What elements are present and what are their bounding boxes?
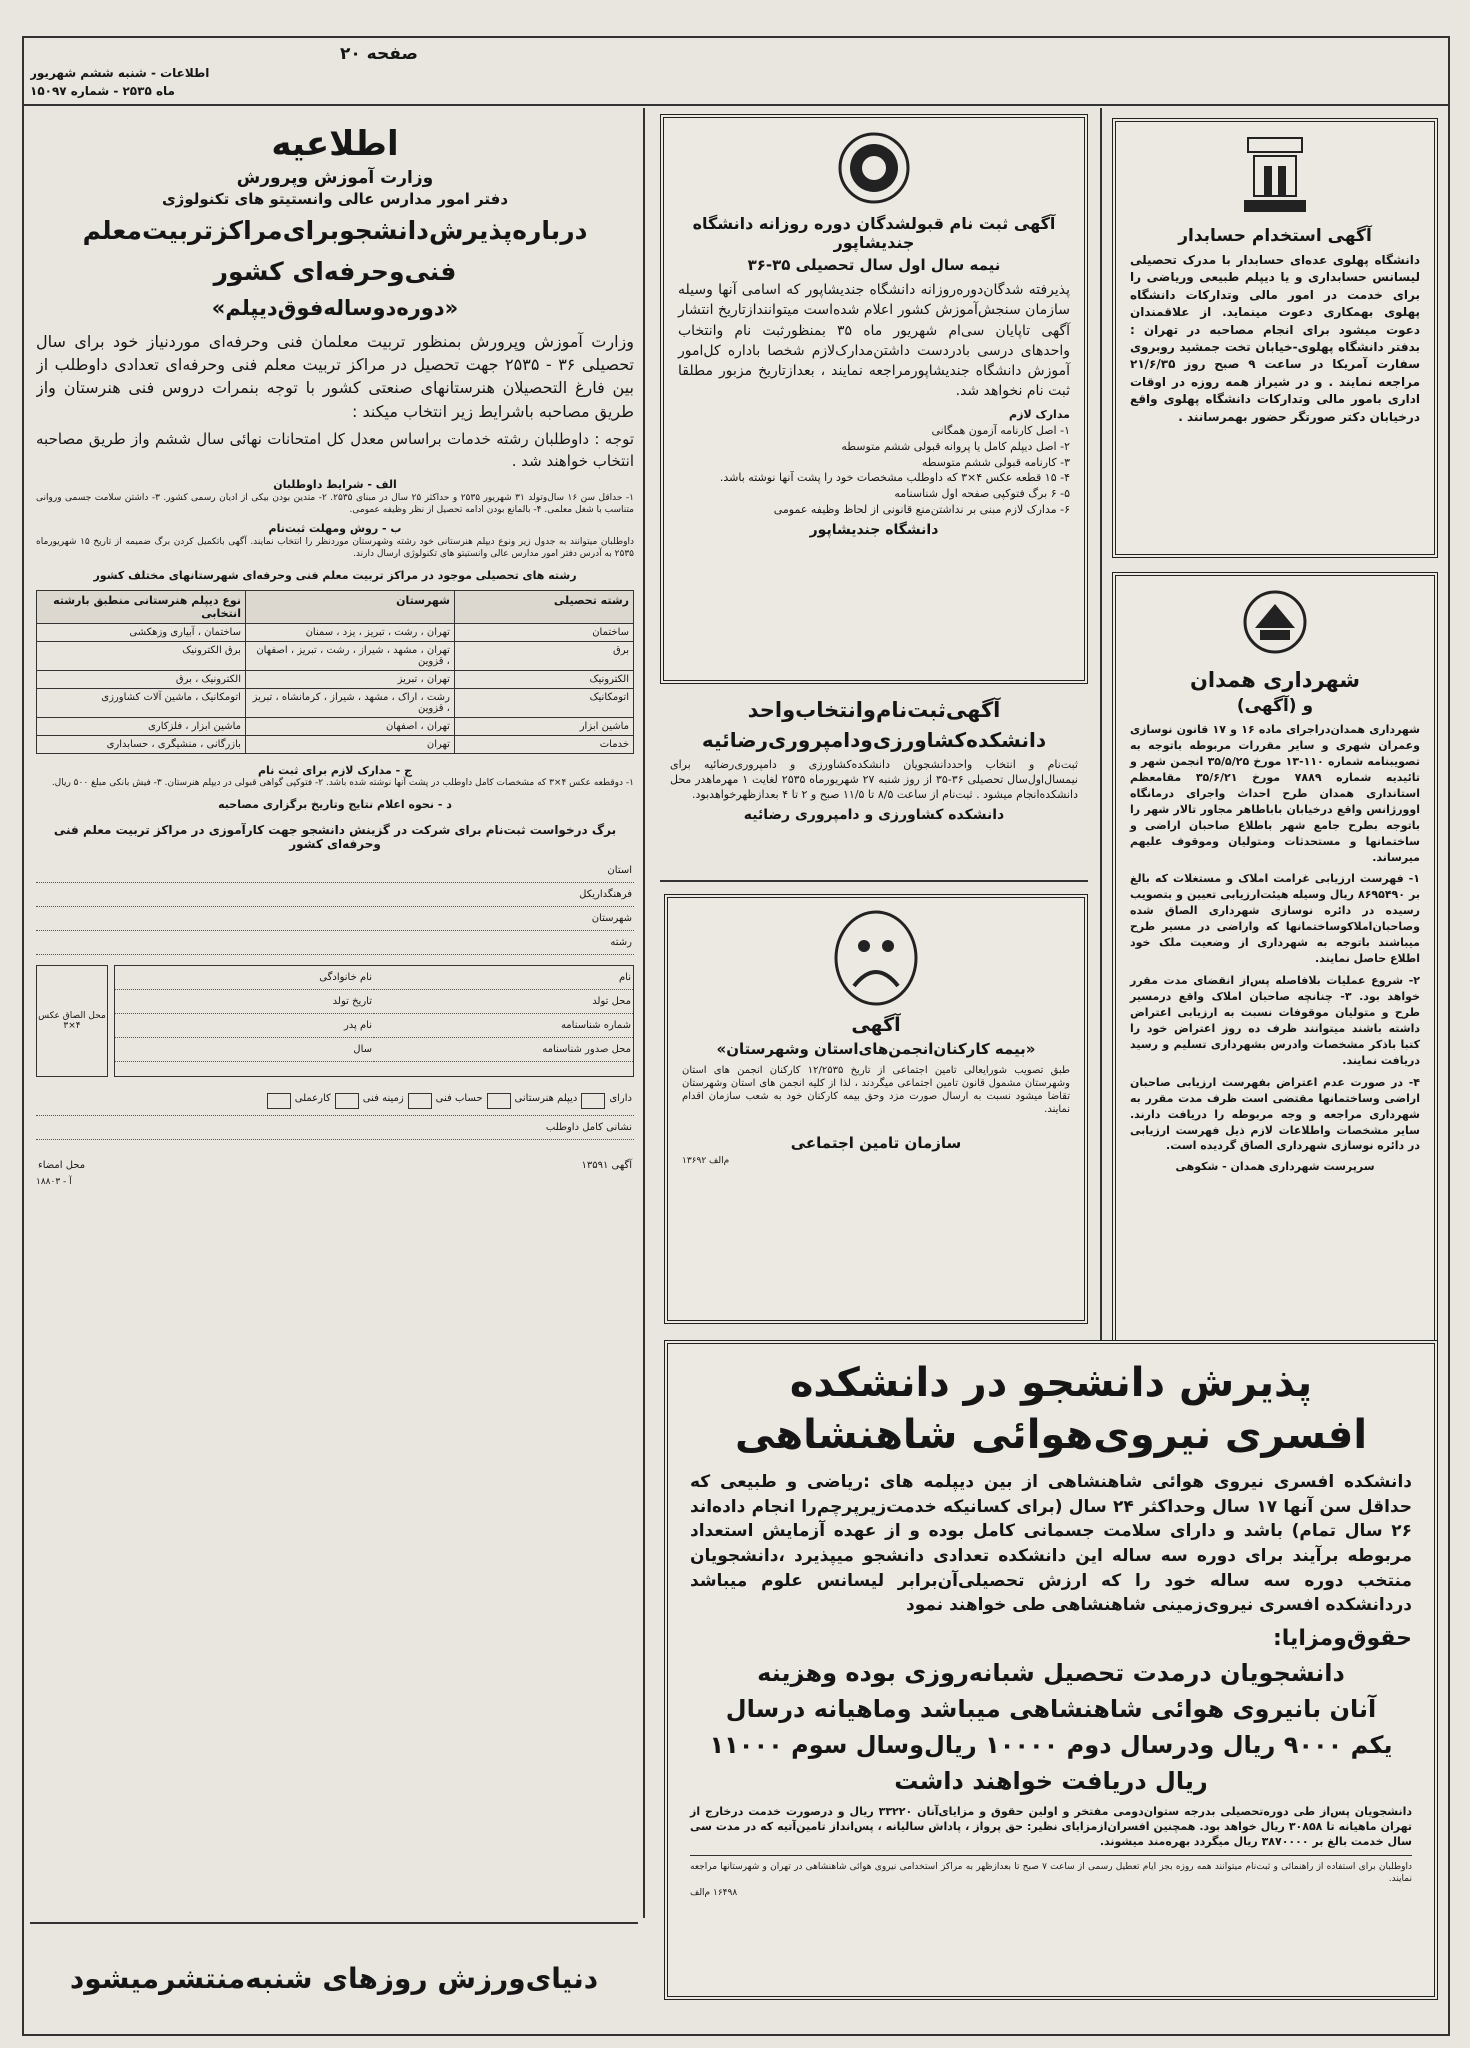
notice-office: دفتر امور مدارس عالی وانستیتو های تکنولوژی xyxy=(161,190,509,208)
form-personal-block xyxy=(36,965,634,1077)
form-field[interactable]: نام پدر xyxy=(115,1014,374,1038)
form-options-row: دارای دیپلم هنرستانی حساب فنی زمینه فنی کارعملی xyxy=(36,1087,634,1116)
checkbox[interactable] xyxy=(335,1093,359,1109)
rezaieh-signature: دانشکده کشاورزی و دامپروری رضائیه xyxy=(743,806,1005,823)
jundishapur-body: پذیرفته شدگان‌دوره‌روزانه دانشگاه جندیشاپور که اسامی آنها وسیله سازمان سنجش‌آموزش کشور اعلام شده‌است میتوانند‌از‌تاریخ انتشار آگهی تاپایان سی‌ام شهریور ماه ۳۵ بمنظور‌ثبت نام وانتخاب واحدهای درسی بادردست داشتن‌مدارک‌لازم شخصا باداره کل‌امور آموزش دانشگاه جندیشاپورمراجعه نمایند ، بعدازتاریخ مزبور مطلقا ثبت نام نخواهد شد. xyxy=(678,282,1070,400)
results-heading: د - نحوه اعلام نتایج وتاریخ برگزاری مصاحبه xyxy=(218,798,452,812)
column-rule xyxy=(1100,108,1102,1383)
rezaieh-body: ثبت‌نام و انتخاب واحددانشجویان دانشکده‌کشاورزی و دامپروری‌رضائیه برای نیمسال‌اول‌سال تحصیلی ۳۶-۳۵ از روز شنبه ۲۷ شهریورماه ۲۵۳۵ لغایت ۱ مهرماهدر محل دانشکده‌انجام میشود . ثبت‌نام از ساعت ۸/۵ تا ۱۱/۵ صبح و ۲ تا ۴ بعدازظهرخواهدبود. xyxy=(670,758,1078,801)
notice-title1: درباره‌پذیرش‌دانشجو‌برای‌مراکز‌تربیت‌معلم xyxy=(82,216,588,245)
checkbox[interactable] xyxy=(487,1093,511,1109)
conditions-text: ۱- حداقل سن ۱۶ سال‌وتولد ۳۱ شهریور ۲۵۳۵ و حداکثر ۲۵ سال در مبنای ۲۵۳۵. ۲- متدین بودن بیکی از ادیان رسمی کشور. ۳- داشتن سلامت جسمی وروانی متناسب با شغل معلمی. ۴- بالمانع بودن ادامه تحصیل از نظر وظیفه عمومی. xyxy=(36,493,634,515)
hamadan-body1: شهرداری همدان‌دراجرای ماده ۱۶ و ۱۷ قانون نوسازی وعمران شهری و سایر مقررات مربوطه باتوجه به تصویبنامه شماره ۱۱۰-۱۳ مورخ ۳۵/۵/۲۵ انجمن شهر و تائیدیه شماره ۷۸۸۹ مورخ ۳۵/۶/۲۱ مقامعظم استانداری همدان طرح احداث واجرای درمانگاه اوورژانس واقع درخیابان باباطاهر مجاور تالار شهر را باتوجه بطرح جامع شهر باطلاع صاحبان اراضی و ساختمانها و مستحدثات ومتولیان وموقوف علیهم میرساند. xyxy=(1130,723,1420,864)
sports-banner-text: دنیای‌ورزش روزهای شنبه‌منتشرمیشود xyxy=(69,1961,599,1995)
notice-title2: فنی‌وحرفه‌ای کشور xyxy=(213,257,457,286)
table-row: ماشین ابزار تهران ، اصفهان ماشین ابزار ، فلزکاری xyxy=(37,717,634,735)
notice-intro: وزارت آموزش وپرورش بمنظور تربیت معلمان فنی وحرفه‌ای موردنیاز خود برای سال تحصیلی ۳۶ - ۲۵۳۵ جهت تحصیل در مراکز تربیت معلم فنی وحرفه‌ای تعدادی داوطلب از بین فارغ التحصیلان هنرستانهای صنعتی کشور با توجه بنمرات دروس فنی هنرستان واز طریق مصاحبه باشرایط زیر انتخاب میکند : xyxy=(36,332,634,421)
hamadan-title2: و (آگهی) xyxy=(1236,696,1314,716)
airforce-benefit1: دانشجویان درمدت تحصیل شبانه‌روزی بوده وهزینه xyxy=(757,1658,1345,1687)
table-row: ساختمان تهران ، رشت ، تبریز ، یزد ، سمنان ساختمان ، آبیاری وزهکشی xyxy=(37,623,634,641)
table-col-field: رشته تحصیلی xyxy=(454,590,633,623)
social-security-heading: آگهی xyxy=(851,1014,901,1036)
jundishapur-docs-list xyxy=(678,423,1070,519)
airforce-body: دانشکده افسری نیروی هوائی شاهنشاهی از بین دیپلمه های :ریاضی و طبیعی که حداقل سن آنها ۱۷ سال وحداکثر ۲۴ سال (برای کسانیکه خدمت‌زیرپرچم‌را انجام داده‌اند ۲۶ سال تمام) باشد و دارای سلامت جسمانی کامل بوده و از عهده آزمایش استعداد مربوطه برآیند برای دوره سه ساله این دانشکده تعدادی دانشجو میپذیرد ،دانشجویان منتخب دوره سه ساله خود را که ارزش تحصیلی‌آن‌برابر لیسانس علوم میباشد دردانشکده افسری نیروی‌زمینی شاهنشاهی طی خواهند نمود xyxy=(690,1472,1412,1616)
social-security-signature: سازمان تامین اجتماعی xyxy=(790,1134,962,1152)
university-emblem-icon xyxy=(834,128,914,208)
documents-heading: ج - مدارک لازم برای ثبت نام xyxy=(258,763,412,777)
photo-box: محل الصاق عکس ۴×۳ xyxy=(36,965,108,1077)
list-item: ۱- اصل کارنامه آزمون همگانی xyxy=(931,423,1070,437)
airforce-benefits-heading: حقوق‌ومزایا: xyxy=(1273,1625,1412,1651)
table-row: الکترونیک تهران ، تبریز الکترونیک ، برق xyxy=(37,670,634,688)
signature-row: آگهی ۱۳۵۹۱ محل امضاء xyxy=(38,1159,632,1171)
airforce-title2: افسری نیروی‌هوائی شاهنشاهی xyxy=(734,1412,1368,1458)
issue-line: ماه ۲۵۳۵ - شماره ۱۵۰۹۷ xyxy=(30,84,175,98)
social-security-ad-id: م‌الف ۱۳۶۹۲ xyxy=(682,1156,730,1166)
social-security-title: «بیمه کارکنان‌انجمن‌های‌استان وشهرستان» xyxy=(716,1040,1036,1058)
hamadan-body3: ۲- شروع عملیات بلافاصله پس‌از انقضای مدت مقرر خواهد بود. ۳- چنانچه صاحبان املاک واقع درمسیر طرح و متولیان موقوفات نسبت به ارزیابی اعتراض داشته باشند میتوانند ظرف ده روز اعتراض خود را کتبا باذکر مشخصات وادرس بشهرداری تسلیم و رسید دریافت نمایند. xyxy=(1130,974,1420,1067)
form-row: استان xyxy=(36,859,634,883)
table-row: اتومکانیک رشت ، اراک ، مشهد ، شیراز ، کرمانشاه ، تبریز ، قزوین اتومکانیک ، ماشین آلات کشاورزی xyxy=(37,688,634,717)
ad-id: آ - ۱۸۸۰۳ xyxy=(36,1176,72,1187)
form-field[interactable]: تاریخ تولد xyxy=(115,990,374,1014)
registration-heading: ب - روش ومهلت ثبت‌نام xyxy=(268,522,402,536)
table-heading: رشته های تحصیلی موجود در مراکز تربیت معلم فنی وحرفه‌ای شهرستانهای مختلف کشور xyxy=(93,568,577,582)
table-col-city: شهرستان xyxy=(245,590,454,623)
social-security-ad xyxy=(664,894,1088,1324)
pahlavi-title: آگهی استخدام حسابدار xyxy=(1178,226,1372,246)
form-row: رشته xyxy=(36,931,634,955)
rezaieh-ad xyxy=(660,692,1088,882)
conditions-heading: الف - شرایط داوطلبان xyxy=(273,478,397,492)
airforce-footer: داوطلبان برای استفاده از راهنمائی و ثبت‌نام میتوانند همه روزه بجز ایام تعطیل رسمی از ساعت ۷ صبح تا بعدازظهر به مراکز استخدامی نیروی هوائی شاهنشاهی در تهران و شهرستانها مراجعه نمایند. xyxy=(690,1862,1412,1885)
airforce-benefit4: ریال دریافت خواهند داشت xyxy=(894,1766,1208,1795)
form-field[interactable]: سال xyxy=(115,1038,374,1062)
municipality-emblem-icon xyxy=(1238,588,1312,660)
jundishapur-ad xyxy=(660,114,1088,684)
form-field[interactable]: محل صدور شناسنامه xyxy=(374,1038,633,1062)
list-item: ۵- ۶ برگ فتوکپی صفحه اول شناسنامه xyxy=(894,487,1070,501)
column-rule xyxy=(643,108,645,1918)
airforce-details: دانشجویان پس‌از طی دوره‌تحصیلی بدرجه ستوان‌دومی مفتخر و اولین حقوق و مزایای‌آنان ۳۳۲۲۰ ریال و درصورت خدمت درخارج از تهران ماهیانه تا ۳۰۸۵۸ ریال خواهد بود. همچنین افسران‌ازمزایای نظیر: حق پرواز ، پاداش سالیانه ، پس‌انداز تامین‌آتیه که در مدت سی سال خدمت بالغ بر ۳۸۷۰۰۰۰ ریال میگردد بهره‌مند میشوند. xyxy=(690,1804,1412,1848)
table-col-diploma: نوع دیپلم هنرستانی منطبق بارشته انتخابی xyxy=(37,590,246,623)
notice-heading: اطلاعیه xyxy=(271,124,399,164)
form-heading: برگ درخواست ثبت‌نام برای شرکت در گزینش دانشجو جهت کارآموزی در مراکز تربیت معلم فنی وحرفه‌ای کشور xyxy=(53,822,617,851)
pahlavi-university-logo-icon xyxy=(1240,134,1310,218)
form-field[interactable]: محل تولد xyxy=(374,990,633,1014)
form-row: شهرستان xyxy=(36,907,634,931)
list-item: ۴- ۱۵ قطعه عکس ۴×۳ که داوطلب مشخصات خود را پشت آنها نوشته باشد. xyxy=(719,471,1070,485)
date-line: اطلاعات - شنبه ششم شهریور xyxy=(30,66,210,80)
hamadan-body4: ۴- در صورت عدم اعتراض بفهرست ارزیابی صاحبان اراضی وساختمانها مقتضی است ظرف مدت مقرر به شهرداری مراجعه و وجه مربوطه را دریافت دارند. سایر مشخصات واطلاعات لازم ذیل فهرست ارزیابی در دائره نوسازی شهرداری الصاق گردیده است. xyxy=(1130,1075,1420,1153)
social-security-emblem-icon xyxy=(828,908,924,1008)
jundishapur-title2: جندیشاپور xyxy=(833,233,915,252)
notice-title3: «دوره‌دوساله‌فوق‌دیپلم» xyxy=(211,296,459,320)
masthead-rule xyxy=(22,104,1450,106)
registration-text: داوطلبان میتوانند به جدول زیر ونوع دیپلم هنرستانی خود رشته وشهرستان موردنظر را انتخاب نمایند. آگهی باتکمیل کردن برگ ضمیمه از تاریخ ۱۵ شهریورماه ۲۵۳۵ به آدرس دفتر امور مدارس عالی وانستیتو های تکنولوژی ارسال دارند. xyxy=(36,537,634,559)
rezaieh-title2: دانشکده‌کشاورزی‌ودامپروری‌رضائیه xyxy=(701,728,1047,752)
jundishapur-signature: دانشگاه جندیشاپور xyxy=(809,522,939,539)
list-item: ۳- کارنامه قبولی ششم متوسطه xyxy=(921,455,1070,469)
hamadan-title1: شهرداری همدان xyxy=(1189,668,1361,692)
airforce-title1: پذیرش دانشجو در دانشکده xyxy=(789,1360,1313,1406)
table-row: برق تهران ، مشهد ، شیراز ، رشت ، تبریز ، اصفهان ، قزوین برق الکترونیک xyxy=(37,641,634,670)
address-row[interactable]: نشانی کامل داوطلب xyxy=(36,1116,634,1140)
sports-banner xyxy=(30,1922,638,2032)
airforce-footer-rule xyxy=(690,1855,1412,1856)
application-form xyxy=(36,859,634,1189)
list-item: ۲- اصل دیپلم کامل یا پروانه قبولی ششم متوسطه xyxy=(841,439,1070,453)
form-field[interactable]: نام خانوادگی xyxy=(115,966,374,990)
notice-ministry: وزارت آموزش وپرورش xyxy=(236,168,434,188)
form-field[interactable]: شماره شناسنامه xyxy=(374,1014,633,1038)
fields-table xyxy=(36,590,634,754)
table-row: خدمات تهران بازرگانی ، منشیگری ، حسابداری xyxy=(37,735,634,753)
hamadan-body2: ۱- فهرست ارزیابی غرامت املاک و مستغلات که بالغ بر ۸۶۹۵۴۹۰ ریال وسیله هیئت‌ارزیابی تعیین و بتصویب رسیده در دائره نوسازی شهرداری الصاق شده وصاحبان‌املاکوساختمانها که واراضی در مسیر طرح میباشند باتوجه به شهرداری از وضعیت ملک خود اطلاع حاصل نمایند. xyxy=(1130,872,1420,966)
airforce-ad xyxy=(664,1340,1438,2000)
form-fields-grid xyxy=(114,965,634,1077)
checkbox[interactable] xyxy=(267,1093,291,1109)
pahlavi-ad xyxy=(1112,118,1438,558)
list-item: ۶- مدارک لازم مبنی بر نداشتن‌منع قانونی از لحاظ وظیفه عمومی xyxy=(773,503,1070,517)
page-label: صفحه ۲۰ xyxy=(340,44,418,64)
hamadan-signature: سرپرست شهرداری همدان - شکوهی xyxy=(1175,1160,1375,1174)
education-notice xyxy=(36,118,634,1918)
airforce-ad-id: ۱۶۴۹۸ م‌الف xyxy=(690,1887,738,1898)
airforce-benefit2: آنان بانیروی هوائی شاهنشاهی میباشد وماهیانه درسال xyxy=(725,1694,1377,1723)
hamadan-ad xyxy=(1112,572,1438,1372)
jundishapur-title1: آگهی ثبت نام قبولشدگان دوره روزانه دانشگاه xyxy=(692,214,1056,233)
jundishapur-docs-heading: مدارک لازم xyxy=(1009,407,1070,421)
documents-text: ۱- دوقطعه عکس ۴×۳ که مشخصات کامل داوطلب در پشت آنها نوشته شده باشد. ۲- فتوکپی گواهی قبولی در دیپلم هنرستان. ۳- فیش بانکی مبلغ ۵۰۰ ریال. xyxy=(51,778,634,789)
social-security-body: طبق تصویب شورایعالی تامین اجتماعی از تاریخ ۱۲/۲۵۳۵ کارکنان انجمن های استان وشهرستان مشمول قانون تامین اجتماعی میگردند ، لذا از کلیه انجمن های استان وشهرستان تقاضا میشود نسبت به ارسال صورت مزد وحق بیمه کارکنان خود به شعب سازمان اقدام نمایند. xyxy=(682,1065,1070,1115)
rezaieh-title1: آگهی‌ثبت‌نام‌وانتخاب‌واحد xyxy=(747,698,1001,722)
form-row: فرهنگداریکل xyxy=(36,883,634,907)
notice-note: توجه : داوطلبان رشته خدمات براساس معدل کل امتحانات نهائی سال ششم واز طریق مصاحبه انتخاب خواهند شد . xyxy=(36,429,634,470)
form-field[interactable]: نام xyxy=(374,966,633,990)
pahlavi-body: دانشگاه پهلوی عده‌ای حسابدار با مدرک تحصیلی لیسانس حسابداری و یا دیپلم طبیعی وریاضی را برای خدمت در امور مالی وتدارکات دانشگاه پهلوی بهمکاری دعوت مینماید. از علاقمندان دعوت میشود برای انجام مصاحبه در تهران : بدفتر دانشگاه پهلوی-خیابان تخت جمشید روبروی سفارت آمریکا در ساعت ۹ صبح روز ۲۱/۶/۳۵ مراجعه نمایند . و در شیراز همه روزه در اوقات اداری بامور مالی وتدارکات دانشگاه پهلوی واقع درخیابان دکتر صورتگر حضور بهمرسانند . xyxy=(1130,253,1420,424)
jundishapur-subtitle: نیمه سال اول سال تحصیلی ۳۵-۳۶ xyxy=(747,256,1001,274)
checkbox[interactable] xyxy=(408,1093,432,1109)
airforce-benefit3: یکم ۹۰۰۰ ریال ودرسال دوم ۱۰۰۰۰ ریال‌وسال سوم ۱۱۰۰۰ xyxy=(709,1730,1393,1759)
checkbox[interactable] xyxy=(581,1093,605,1109)
masthead xyxy=(30,44,450,108)
